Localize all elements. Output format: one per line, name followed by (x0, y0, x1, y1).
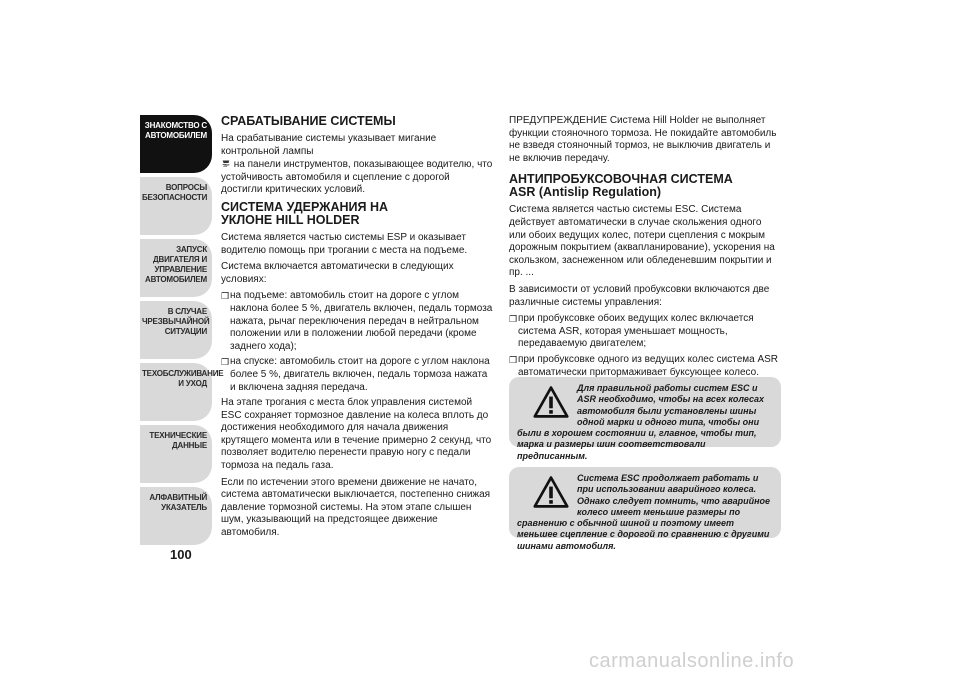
tab-index[interactable] (140, 487, 212, 545)
tab-label: В СЛУЧАЕ ЧРЕЗВЫЧАЙНОЙ СИТУАЦИИ (142, 307, 210, 336)
tab-safety[interactable] (140, 177, 212, 235)
bullet-icon: ❒ (221, 291, 230, 302)
tab-emergency[interactable] (140, 301, 212, 359)
paragraph-text: на панели инструментов, показывающее водителю, что устойчивость автомобиля и сцепление с дорогой достигли критических условий. (221, 159, 493, 196)
section-heading: СРАБАТЫВАНИЕ СИСТЕМЫ (221, 114, 396, 128)
tab-label: ЗНАКОМСТВО С АВТОМОБИЛЕМ (144, 121, 207, 140)
tab-starting-driving[interactable] (140, 239, 212, 297)
tab-label: ВОПРОСЫ БЕЗОПАСНОСТИ (142, 183, 208, 202)
paragraph: Если по истечении этого времени движение не начато, система автоматически выключается, постепенно снижая давление тормозной системы. На этом этапе слышен шум, указывающий на предстоящее движение автомобиля. (221, 476, 491, 539)
warning-text: Система ESC продолжает работать и при использовании аварийного колеса. Однако следует помнить, что аварийное колесо имеет меньшие размеры по сравнению с обычной шиной и поэтому имеет меньшее сцепление с дорогой по сравнению с другими шинами автомобиля. (517, 473, 771, 551)
section-heading: СИСТЕМА УДЕРЖАНИЯ НА УКЛОНЕ HILL HOLDER (221, 199, 389, 227)
right-column (509, 115, 781, 382)
tab-label: АЛФАВИТНЫЙ УКАЗАТЕЛЬ (149, 493, 207, 512)
tab-label: ТЕХНИЧЕСКИЕ ДАННЫЕ (149, 431, 207, 450)
paragraph: Система является частью системы ESP и оказывает водителю помощь при трогании с места на подъеме. (221, 231, 468, 256)
paragraph: Система является частью системы ESC. Система действует автоматически в случае скольжения одного или обоих ведущих колес, потери сцепления с мокрым дорожным покрытием (аквапланирование), ускорения на скользком, заснеженном или обледеневшим покрытии и пр. ... (509, 204, 775, 279)
paragraph: ПРЕДУПРЕЖДЕНИЕ Система Hill Holder не выполняет функции стояночного тормоза. Не покидайте автомобиль не взведя стояночный тормоз, не выключив двигатель и не включив передачу. (509, 115, 777, 164)
paragraph: На этапе трогания с места блок управления системой ESC сохраняет тормозное давление на колеса вплоть до достижения необходимого для начала движения крутящего момента или в течение примерно 2 секунд, что позволяет водителю перенести правую ногу с педали тормоза на педаль газа. (221, 397, 492, 472)
esp-warning-lamp-icon (221, 158, 231, 168)
page-number: 100 (170, 547, 192, 562)
warning-box (509, 377, 781, 461)
tab-label: ТЕХОБСЛУЖИВАНИЕ И УХОД (142, 369, 224, 388)
warning-triangle-icon (533, 385, 569, 419)
tab-maintenance[interactable] (140, 363, 224, 421)
watermark: carmanualsonline.info (589, 650, 795, 672)
bullet-icon: ❒ (509, 354, 518, 365)
list-item (221, 356, 493, 394)
list-item (509, 313, 781, 351)
list-item-text: на спуске: автомобиль стоит на дороге с углом наклона более 5 %, двигатель включен, педаль тормоза нажата и включена задняя передача. (230, 356, 490, 393)
list-item (509, 354, 781, 379)
tab-technical-data[interactable] (140, 425, 212, 483)
paragraph: В зависимости от условий пробуксовки включаются две различные системы управления: (509, 283, 770, 308)
bullet-icon: ❒ (221, 357, 230, 368)
tab-vehicle-intro[interactable] (140, 115, 212, 173)
list-item-text: на подъеме: автомобиль стоит на дороге с углом наклона более 5 %, двигатель включен, педаль тормоза нажата, рычаг переключения передач в нейтральном положении или в положении любой передачи (кроме заднего хода); (230, 290, 493, 352)
warning-text: Для правильной работы систем ESC и ASR необходимо, чтобы на всех колесах автомобиля были установлены шины одной марки и одного типа, чтобы они были в хорошем состоянии и, главное, чтобы тип, марка и размеры шин соответствовали предписанным. (517, 383, 765, 461)
list-item-text: при пробуксовке одного из ведущих колес система ASR автоматически притормаживает буксующее колесо. (518, 353, 779, 378)
paragraph (221, 133, 493, 197)
left-column (221, 115, 493, 544)
section-heading: АНТИПРОБУКСОВОЧНАЯ СИСТЕМА ASR (Antislip Regulation) (509, 172, 733, 200)
list-item-text: при пробуксовке обоих ведущих колес включается система ASR, которая уменьшает мощность, передаваемую двигателем; (518, 313, 754, 350)
warning-box (509, 467, 781, 551)
paragraph: Система включается автоматически в следующих условиях: (221, 261, 454, 285)
warning-triangle-icon (533, 475, 569, 509)
tab-label: ЗАПУСК ДВИГАТЕЛЯ И УПРАВЛЕНИЕ АВТОМОБИЛЕМ (145, 245, 207, 284)
paragraph-text: На срабатывание системы указывает мигание контрольной лампы (221, 133, 437, 157)
bullet-icon: ❒ (509, 314, 518, 325)
list-item (221, 290, 493, 353)
